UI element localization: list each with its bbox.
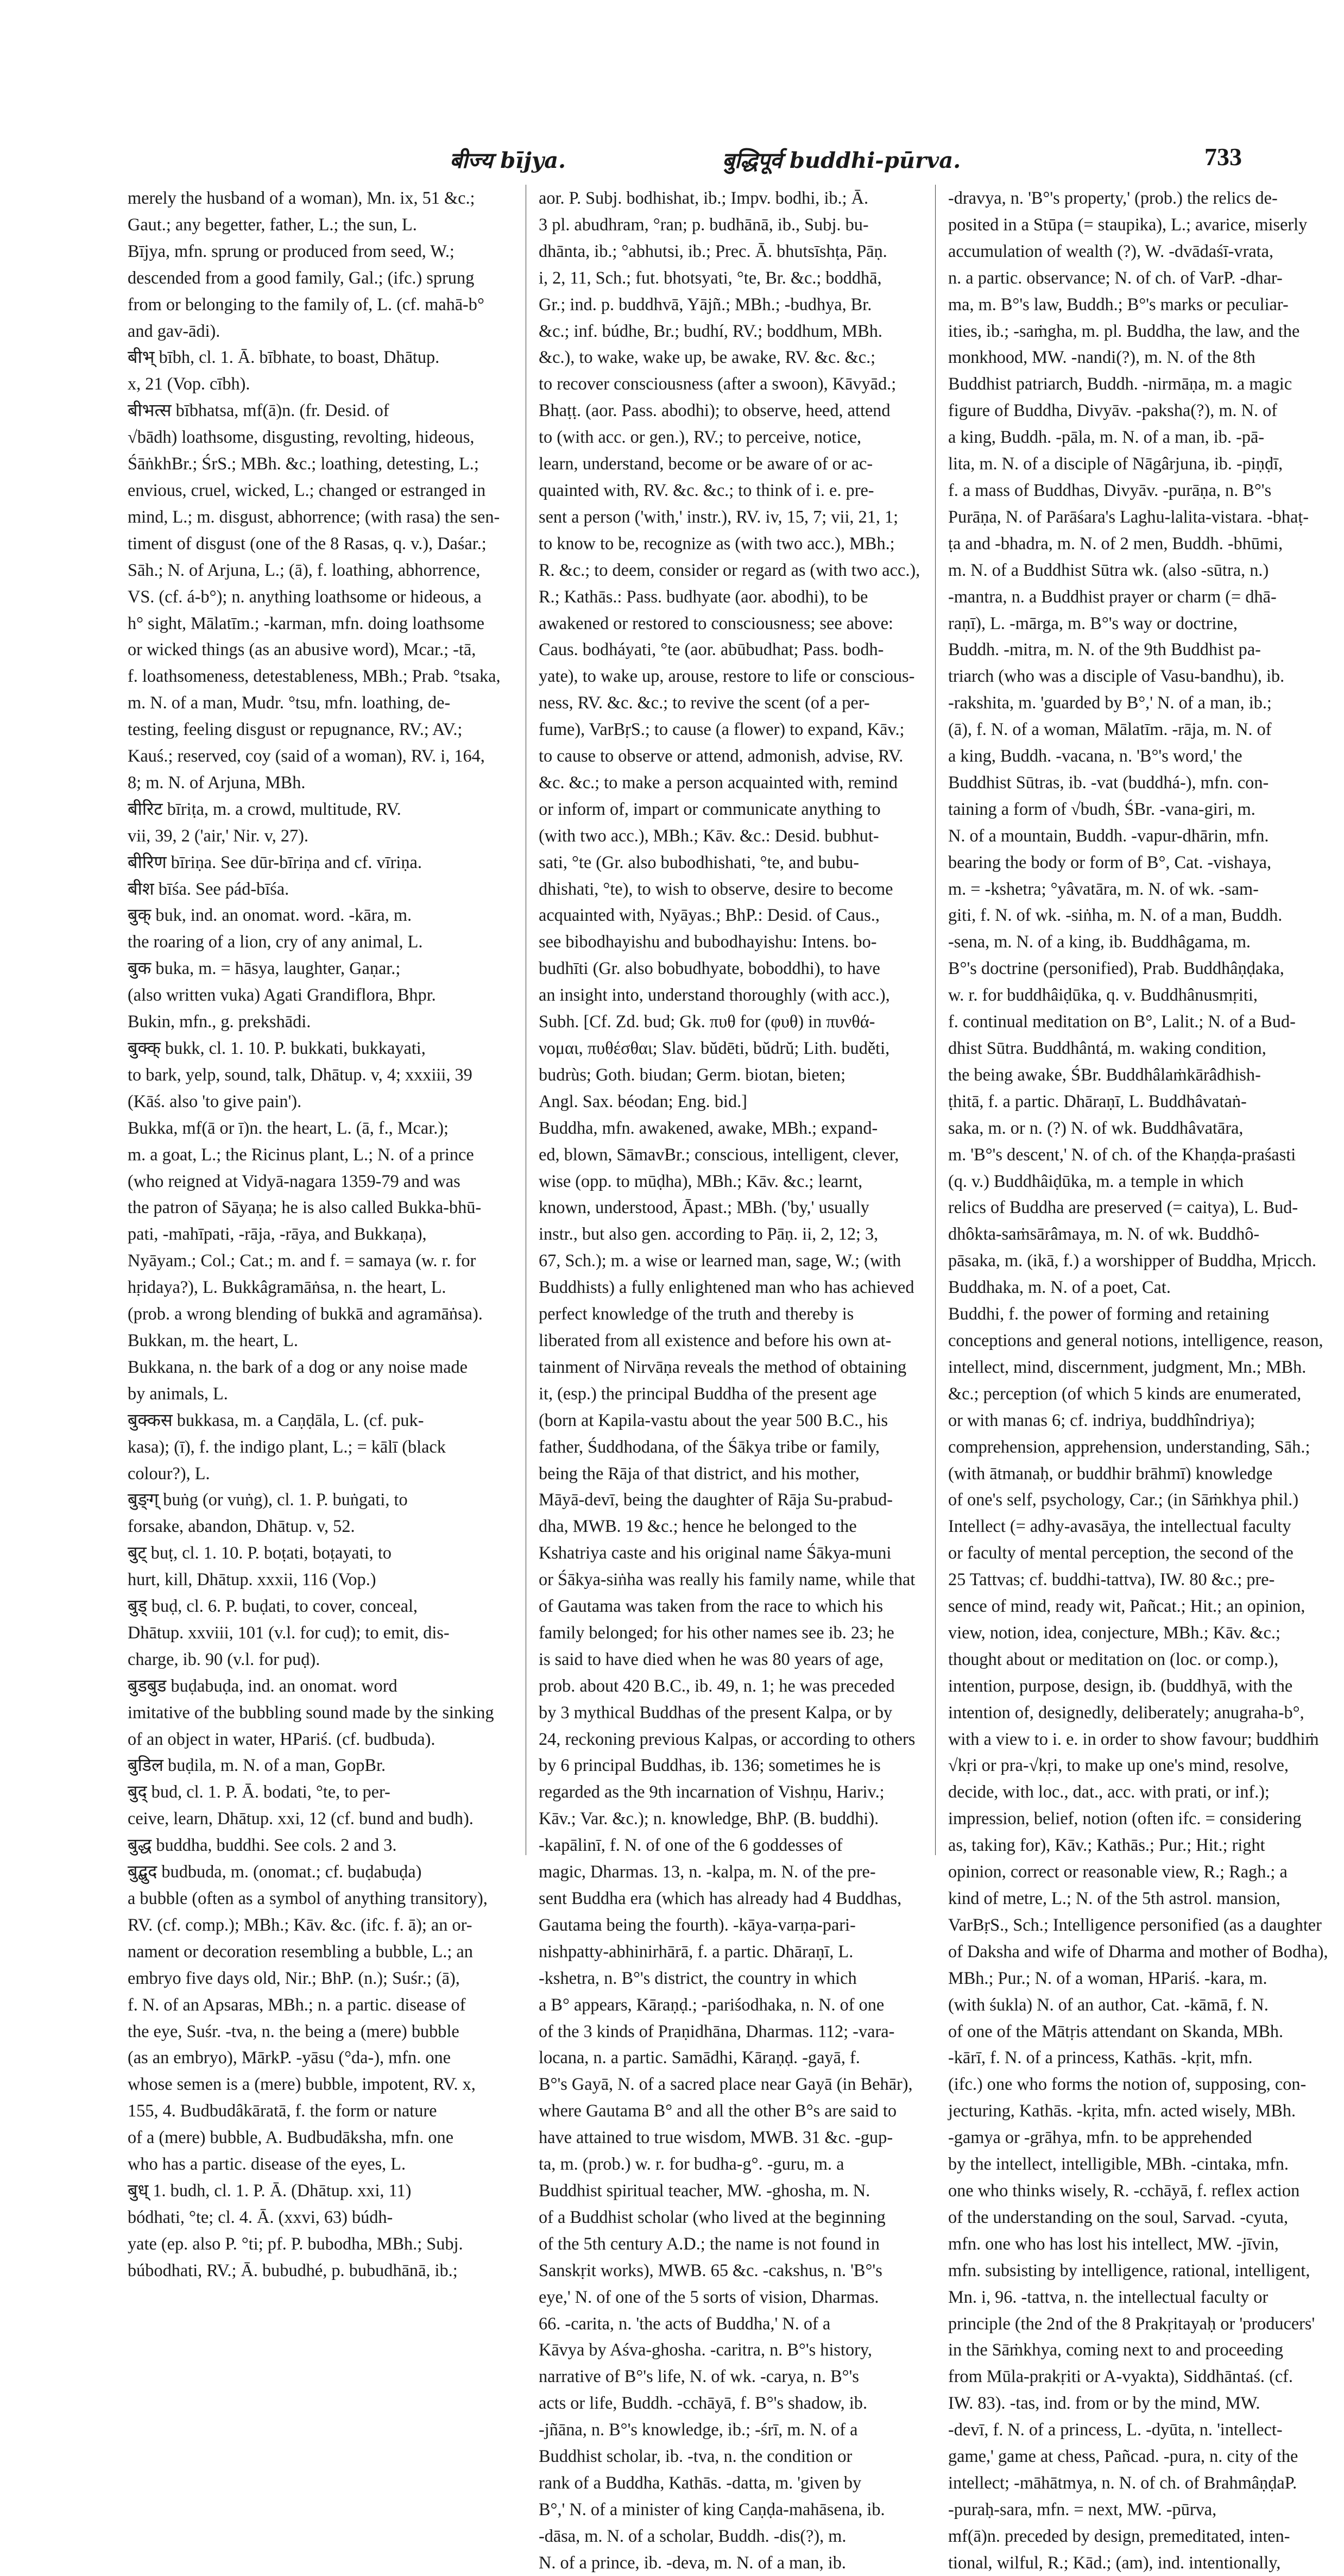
entry-line: Bhaṭṭ. (aor. Pass. abodhi); to observe, heed, attend <box>539 400 891 420</box>
entry-line: liberated from all existence and before his own at- <box>539 1330 892 1350</box>
entry-line: of one's self, psychology, Car.; (in Sāṁkhya phil.) <box>948 1490 1299 1510</box>
entry-line: mfn. subsisting by intelligence, rational, intelligent, <box>948 2260 1310 2280</box>
entry-line: Purāṇa, N. of Parāśara's Laghu-lalita-vistara. -bhaṭ- <box>948 506 1309 526</box>
entry-line: in the Sāṁkhya, coming next to and proceeding <box>948 2340 1284 2360</box>
entry-line: embryo five days old, Nir.; BhP. (n.); Suśr.; (ā), <box>128 1968 460 1988</box>
entry-line: mf(ā)n. preceded by design, premeditated, inten- <box>948 2525 1290 2546</box>
entry-line: Bukin, mfn., g. prekshādi. <box>128 1011 311 1032</box>
entry-line: yate), to wake up, arouse, restore to life or conscious- <box>539 666 915 686</box>
entry-line: posited in a Stūpa (= staupika), L.; avarice, miserly <box>948 214 1308 234</box>
entry-line: f. a mass of Buddhas, Divyāv. -purāṇa, n. B°'s <box>948 480 1272 500</box>
entry-line: kasa); (ī), f. the indigo plant, L.; = kālī (black <box>128 1436 446 1456</box>
entry-line: forsake, abandon, Dhātup. v, 52. <box>128 1516 355 1536</box>
entry-line: to cause to observe or attend, admonish, advise, RV. <box>539 746 904 766</box>
entry-line: Buddhaka, m. N. of a poet, Cat. <box>948 1277 1171 1297</box>
entry-line: or inform of, impart or communicate anything to <box>539 799 881 819</box>
entry-line: बुडबुड buḍabuḍa, ind. an onomat. word <box>128 1675 397 1695</box>
entry-line: father, Śuddhodana, of the Śākya tribe or family, <box>539 1436 880 1456</box>
entry-line: ŚāṅkhBr.; ŚrS.; MBh. &c.; loathing, detesting, L.; <box>128 454 479 474</box>
entry-line: to know to be, recognize as (with two acc.), MBh.; <box>539 533 895 553</box>
entry-line: pāsaka, m. (ikā, f.) a worshipper of Buddha, Mṛicch. <box>948 1251 1317 1271</box>
entry-line: Gaut.; any begetter, father, L.; the sun, L. <box>128 214 417 234</box>
entry-line: have attained to true wisdom, MWB. 31 &c. -gup- <box>539 2127 893 2147</box>
entry-line: of one of the Mātṛis attendant on Skanda, MBh. <box>948 2021 1284 2041</box>
entry-line: dhānta, ib.; °abhutsi, ib.; Prec. Ā. bhutsīshṭa, Pāṇ. <box>539 241 887 261</box>
entry-line: VS. (cf. á-b°); n. anything loathsome or hideous, a <box>128 586 482 606</box>
entry-line: instr., but also gen. according to Pāṇ. ii, 2, 12; 3, <box>539 1224 879 1244</box>
entry-line: of a (mere) bubble, A. Budbudāksha, mfn. one <box>128 2127 454 2147</box>
entry-line: √bādh) loathsome, disgusting, revolting, hideous, <box>128 427 475 447</box>
entry-line: Bukkana, n. the bark of a dog or any noise made <box>128 1356 468 1377</box>
entry-line: -kshetra, n. B°'s district, the country in which <box>539 1968 857 1988</box>
entry-line: Subh. [Cf. Zd. bud; Gk. πυθ for (φυθ) in πυνθά- <box>539 1011 875 1032</box>
entry-line: a bubble (often as a symbol of anything transitory), <box>128 1888 488 1908</box>
entry-line: from Mūla-prakṛiti or A-vyakta), Siddhāntaś. (cf. <box>948 2366 1293 2386</box>
entry-line: बुक्क् bukk, cl. 1. 10. P. bukkati, bukkayati, <box>128 1038 426 1058</box>
entry-line: nament or decoration resembling a bubble, L.; an <box>128 1941 473 1961</box>
entry-line: descended from a good family, Gal.; (ifc.) sprung <box>128 267 475 287</box>
entry-line: tional, wilful, R.; Kād.; (am), ind. intentionally, <box>948 2552 1281 2572</box>
entry-line: timent of disgust (one of the 8 Rasas, q. v.), Daśar.; <box>128 533 487 553</box>
entry-line: R.; Kathās.: Pass. budhyate (aor. abodhi), to be <box>539 586 868 606</box>
entry-line: -mantra, n. a Buddhist prayer or charm (= dhā- <box>948 586 1277 606</box>
dictionary-column-2 <box>539 185 927 2572</box>
entry-line: 3 pl. abudhram, °ran; p. budhānā, ib., Subj. bu- <box>539 214 869 234</box>
entry-line: Sanskṛit works), MWB. 65 &c. -cakshus, n. 'B°'s <box>539 2260 882 2280</box>
entry-line: bódhati, °te; cl. 4. Ā. (xxvi, 63) búdh- <box>128 2207 393 2227</box>
entry-line: the roaring of a lion, cry of any animal, L. <box>128 932 423 952</box>
entry-line: बुड् buḍ, cl. 6. P. buḍati, to cover, conceal, <box>128 1596 418 1616</box>
entry-line: sence of mind, ready wit, Pañcat.; Hit.; an opinion, <box>948 1596 1305 1616</box>
entry-line: (prob. a wrong blending of bukkā and agramāṅsa). <box>128 1304 483 1324</box>
entry-line: -jñāna, n. B°'s knowledge, ib.; -śrī, m. N. of a <box>539 2420 858 2440</box>
entry-line: बुध् 1. budh, cl. 1. P. Ā. (Dhātup. xxi, 11) <box>128 2180 412 2200</box>
entry-line: to bark, yelp, sound, talk, Dhātup. v, 4; xxxiii, 39 <box>128 1064 472 1084</box>
entry-line: IW. 83). -tas, ind. from or by the mind, MW. <box>948 2393 1260 2413</box>
entry-line: &c. &c.; to make a person acquainted with, remind <box>539 772 898 792</box>
entry-line: बीभ् bībh, cl. 1. Ā. bībhate, to boast, Dhātup. <box>128 347 440 367</box>
entry-line: as, taking for), Kāv.; Kathās.; Pur.; Hit.; right <box>948 1835 1265 1855</box>
entry-line: conceptions and general notions, intelligence, reason, <box>948 1330 1323 1350</box>
entry-line: game,' game at chess, Pañcad. -pura, n. city of the <box>948 2446 1298 2466</box>
entry-line: (q. v.) Buddhâiḍūka, m. a temple in which <box>948 1171 1244 1191</box>
entry-line: &c.; inf. búdhe, Br.; budhí, RV.; boddhum, MBh. <box>539 321 882 341</box>
entry-line: Buddhist patriarch, Buddh. -nirmāṇa, m. a magic <box>948 374 1292 394</box>
entry-line: बुद्ध buddha, buddhi. See cols. 2 and 3. <box>128 1835 397 1855</box>
entry-line: an insight into, understand thoroughly (with acc.), <box>539 985 890 1005</box>
entry-line: a king, Buddh. -vacana, n. 'B°'s word,' the <box>948 746 1242 766</box>
entry-line: dhôkta-saṁsārâmaya, m. N. of wk. Buddhô- <box>948 1224 1260 1244</box>
entry-line: f. continual meditation on B°, Lalit.; N. of a Bud- <box>948 1011 1296 1032</box>
left-running-headword: बीज्य bījya. <box>450 148 566 173</box>
page-number: 733 <box>1204 143 1242 171</box>
entry-line: to (with acc. or gen.), RV.; to perceive, notice, <box>539 427 862 447</box>
entry-line: see bibodhayishu and bubodhayishu: Intens. bo- <box>539 932 877 952</box>
entry-line: hurt, kill, Dhātup. xxxii, 116 (Vop.) <box>128 1569 376 1589</box>
entry-line: Kāv.; Var. &c.); n. knowledge, BhP. (B. buddhi). <box>539 1808 879 1829</box>
entry-line: principle (the 2nd of the 8 Prakṛitayaḥ or 'producers' <box>948 2313 1315 2333</box>
entry-line: बीरिट bīriṭa, m. a crowd, multitude, RV. <box>128 799 401 819</box>
entry-line: (born at Kapila-vastu about the year 500 B.C., his <box>539 1410 888 1430</box>
entry-line: whose semen is a (mere) bubble, impotent, RV. x, <box>128 2074 476 2094</box>
entry-line: (who reigned at Vidyā-nagara 1359-79 and was <box>128 1171 460 1191</box>
entry-line: i, 2, 11, Sch.; fut. bhotsyati, °te, Br. &c.; boddhā, <box>539 267 882 287</box>
entry-line: yate (ep. also P. °ti; pf. P. bubodha, MBh.; Subj. <box>128 2233 463 2253</box>
entry-line: colour?), L. <box>128 1463 210 1483</box>
entry-line: and gav-ādi). <box>128 321 220 341</box>
entry-line: or with manas 6; cf. indriya, buddhîndriya); <box>948 1410 1255 1430</box>
entry-line: Angl. Sax. béodan; Eng. bid.] <box>539 1091 747 1111</box>
entry-line: jecturing, Kathās. -kṛita, mfn. acted wisely, MBh. <box>948 2101 1296 2121</box>
entry-line: vii, 39, 2 ('air,' Nir. v, 27). <box>128 825 308 845</box>
entry-line: -rakshita, m. 'guarded by B°,' N. of a man, ib.; <box>948 693 1272 713</box>
entry-line: view, notion, idea, conjecture, MBh.; Kāv. &c.; <box>948 1622 1280 1642</box>
entry-line: regarded as the 9th incarnation of Vishṇu, Hariv.; <box>539 1782 885 1802</box>
entry-line: who has a partic. disease of the eyes, L. <box>128 2154 406 2174</box>
entry-line: to recover consciousness (after a swoon), Kāvyād.; <box>539 374 897 394</box>
entry-line: wise (opp. to mūḍha), MBh.; Kāv. &c.; learnt, <box>539 1171 863 1191</box>
entry-line: ness, RV. &c. &c.; to revive the scent (of a per- <box>539 693 870 713</box>
entry-line: dhishati, °te), to wish to observe, desire to become <box>539 878 893 899</box>
entry-line: Bukkan, m. the heart, L. <box>128 1330 298 1350</box>
entry-line: from or belonging to the family of, L. (cf. mahā-b° <box>128 294 484 314</box>
entry-line: sent Buddha era (which has already had 4 Buddhas, <box>539 1888 902 1908</box>
entry-line: Kshatriya caste and his original name Śākya-muni <box>539 1543 892 1563</box>
entry-line: impression, belief, notion (often ifc. = considering <box>948 1808 1302 1829</box>
entry-line: imitative of the bubbling sound made by the sinking <box>128 1702 494 1722</box>
entry-line: R. &c.; to deem, consider or regard as (with two acc.), <box>539 560 920 580</box>
entry-line: B°'s doctrine (personified), Prab. Buddhâṇḍaka, <box>948 958 1284 978</box>
entry-line: the being awake, ŚBr. Buddhâlaṁkārâdhish- <box>948 1064 1261 1084</box>
entry-line: (with śukla) N. of an author, Cat. -kāmā, f. N. <box>948 1994 1269 2014</box>
entry-line: narrative of B°'s life, N. of wk. -carya, n. B°'s <box>539 2366 859 2386</box>
entry-line: (ā), f. N. of a woman, Mālatīm. -rāja, m. N. of <box>948 719 1272 739</box>
entry-line: 66. -carita, n. 'the acts of Buddha,' N. of a <box>539 2313 831 2333</box>
entry-line: budrùs; Goth. biudan; Germ. biotan, bieten; <box>539 1064 846 1084</box>
entry-line: taining a form of √budh, ŚBr. -vana-giri, m. <box>948 799 1255 819</box>
entry-line: &c.; perception (of which 5 kinds are enumerated, <box>948 1383 1302 1403</box>
entry-line: of Daksha and wife of Dharma and mother of Bodha), <box>948 1941 1328 1961</box>
entry-line: MBh.; Pur.; N. of a woman, HPariś. -kara, m. <box>948 1968 1267 1988</box>
entry-line: (also written vuka) Agati Grandiflora, Bhpr. <box>128 985 436 1005</box>
entry-line: बुक्कस bukkasa, m. a Caṇḍāla, L. (cf. puk- <box>128 1410 424 1430</box>
entry-line: ṭa and -bhadra, m. N. of 2 men, Buddh. -bhūmi, <box>948 533 1283 553</box>
entry-line: बुट् buṭ, cl. 1. 10. P. boṭati, boṭayati, to <box>128 1543 392 1563</box>
entry-line: búbodhati, RV.; Ā. bubudhé, p. bubudhānā, ib.; <box>128 2260 458 2280</box>
entry-line: where Gautama B° and all the other B°s are said to <box>539 2101 897 2121</box>
entry-line: m. N. of a Buddhist Sūtra wk. (also -sūtra, n.) <box>948 560 1269 580</box>
entry-line: &c.), to wake, wake up, be awake, RV. &c. &c.; <box>539 347 876 367</box>
entry-line: बीभत्स bībhatsa, mf(ā)n. (fr. Desid. of <box>128 400 389 420</box>
entry-line: बुक् buk, ind. an onomat. word. -kāra, m. <box>128 905 412 925</box>
entry-line: giti, f. N. of wk. -siṅha, m. N. of a man, Buddh. <box>948 905 1283 925</box>
entry-line: the patron of Sāyaṇa; he is also called Bukka-bhū- <box>128 1197 482 1217</box>
entry-line: Buddh. -mitra, m. N. of the 9th Buddhist pa- <box>948 639 1261 659</box>
entry-line: Buddha, mfn. awakened, awake, MBh.; expand- <box>539 1117 878 1138</box>
page-header <box>0 135 1344 178</box>
dictionary-column-1 <box>128 185 516 2280</box>
entry-line: Buddhist spiritual teacher, MW. -ghosha, m. N. <box>539 2180 870 2200</box>
entry-line: Buddhi, f. the power of forming and retaining <box>948 1304 1270 1324</box>
dictionary-column-3 <box>948 185 1336 2572</box>
entry-line: √kṛi or pra-√kṛi, to make up one's mind, resolve, <box>948 1755 1289 1775</box>
entry-line: -puraḥ-sara, mfn. = next, MW. -pūrva, <box>948 2499 1217 2519</box>
entry-line: 155, 4. Budbudâkāratā, f. the form or nature <box>128 2101 437 2121</box>
entry-line: rank of a Buddha, Kathās. -datta, m. 'given by <box>539 2472 862 2492</box>
entry-line: 24, reckoning previous Kalpas, or according to others <box>539 1729 916 1749</box>
entry-line: it, (esp.) the principal Buddha of the present age <box>539 1383 877 1403</box>
entry-line: by the intellect, intelligible, MBh. -cintaka, mfn. <box>948 2154 1289 2174</box>
entry-line: Buddhist scholar, ib. -tva, n. the condition or <box>539 2446 853 2466</box>
entry-line: acquainted with, Nyāyas.; BhP.: Desid. of Caus., <box>539 905 880 925</box>
entry-line: family belonged; for his other names see ib. 23; he <box>539 1622 894 1642</box>
entry-line: Caus. bodháyati, °te (aor. abūbudhat; Pass. bodh- <box>539 639 884 659</box>
entry-line: (with ātmanaḥ, or buddhir brāhmī) knowledge <box>948 1463 1273 1483</box>
entry-line: -dravya, n. 'B°'s property,' (prob.) the relics de- <box>948 188 1278 208</box>
entry-line: by 3 mythical Buddhas of the present Kalpa, or by <box>539 1702 893 1722</box>
entry-line: being the Rāja of that district, and his mother, <box>539 1463 860 1483</box>
entry-line: envious, cruel, wicked, L.; changed or estranged in <box>128 480 486 500</box>
entry-line: of an object in water, HPariś. (cf. budbuda). <box>128 1729 436 1749</box>
entry-line: tainment of Nirvāṇa reveals the method of obtaining <box>539 1356 907 1377</box>
entry-line: Buddhist Sūtras, ib. -vat (buddhá-), mfn. con- <box>948 772 1269 792</box>
entry-line: m. 'B°'s descent,' N. of ch. of the Khaṇḍa-praśasti <box>948 1144 1296 1164</box>
entry-line: νομαι, πυθέσθαι; Slav. bŭdēti, bŭdrŭ; Lith. buděti, <box>539 1038 890 1058</box>
entry-line: Gautama being the fourth). -kāya-varṇa-pari- <box>539 1914 856 1934</box>
entry-line: n. a partic. observance; N. of ch. of VarP. -dhar- <box>948 267 1283 287</box>
entry-line: w. r. for buddhâiḍūka, q. v. Buddhânusmṛiti, <box>948 985 1258 1005</box>
entry-line: of the 3 kinds of Praṇidhāna, Dharmas. 112; -vara- <box>539 2021 895 2041</box>
entry-line: Mn. i, 96. -tattva, n. the intellectual faculty or <box>948 2286 1269 2307</box>
entry-line: ṭhitā, f. a partic. Dhāraṇī, L. Buddhâvataṅ- <box>948 1091 1247 1111</box>
entry-line: -gamya or -grāhya, mfn. to be apprehended <box>948 2127 1252 2147</box>
entry-line: intention of, designedly, deliberately; anugraha-b°, <box>948 1702 1304 1722</box>
entry-line: a B° appears, Kāraṇḍ.; -pariśodhaka, n. N. of one <box>539 1994 885 2014</box>
entry-line: -devī, f. N. of a princess, L. -dyūta, n. 'intellect- <box>948 2420 1283 2440</box>
entry-line: f. N. of an Apsaras, MBh.; n. a partic. disease of <box>128 1994 466 2014</box>
entry-line: Māyā-devī, being the daughter of Rāja Su-prabud- <box>539 1490 893 1510</box>
entry-line: x, 21 (Vop. cībh). <box>128 374 250 394</box>
entry-line: sati, °te (Gr. also bubodhishati, °te, and bubu- <box>539 852 860 872</box>
entry-line: 8; m. N. of Arjuna, MBh. <box>128 772 306 792</box>
entry-line: monkhood, MW. -nandi(?), m. N. of the 8th <box>948 347 1255 367</box>
entry-line: kind of metre, L.; N. of the 5th astrol. mansion, <box>948 1888 1280 1908</box>
entry-line: of the understanding on the soul, Sarvad. -cyuta, <box>948 2207 1289 2227</box>
entry-line: raṇī), L. -mārga, m. B°'s way or doctrine, <box>948 613 1238 633</box>
entry-line: prob. about 420 B.C., ib. 49, n. 1; he was preceded <box>539 1675 895 1695</box>
entry-line: f. loathsomeness, detestableness, MBh.; Prab. °tsaka, <box>128 666 501 686</box>
entry-line: or Śākya-siṅha was really his family name, while that <box>539 1569 916 1589</box>
entry-line: बुद्बुद budbuda, m. (onomat.; cf. buḍabuḍa) <box>128 1862 422 1882</box>
entry-line: locana, n. a partic. Samādhi, Kāraṇḍ. -gayā, f. <box>539 2047 860 2068</box>
entry-line: lita, m. N. of a disciple of Nāgârjuna, ib. -piṇḍī, <box>948 454 1283 474</box>
entry-line: decide, with loc., dat., acc. with prati, or inf.); <box>948 1782 1270 1802</box>
entry-line: eye,' N. of one of the 5 sorts of vision, Dharmas. <box>539 2286 879 2307</box>
entry-line: -kapālinī, f. N. of one of the 6 goddesses of <box>539 1835 843 1855</box>
right-running-headword: बुद्धिपूर्व buddhi-pūrva. <box>722 148 961 173</box>
entry-line: Bukka, mf(ā or ī)n. the heart, L. (ā, f., Mcar.); <box>128 1117 449 1138</box>
entry-line: pati, -mahīpati, -rāja, -rāya, and Bukkaṇa), <box>128 1224 427 1244</box>
entry-line: बीश bīśa. See pád-bīśa. <box>128 878 289 899</box>
entry-line: h° sight, Mālatīm.; -karman, mfn. doing loathsome <box>128 613 484 633</box>
entry-line: (as an embryo), MārkP. -yāsu (°da-), mfn. one <box>128 2047 451 2068</box>
entry-line: perfect knowledge of the truth and thereby is <box>539 1304 854 1324</box>
entry-line: known, understood, Āpast.; MBh. ('by,' usually <box>539 1197 869 1217</box>
entry-line: N. of a prince, ib. -deva, m. N. of a man, ib. <box>539 2552 846 2572</box>
entry-line: Gr.; ind. p. buddhvā, Yājñ.; MBh.; -budhya, Br. <box>539 294 872 314</box>
entry-line: sent a person ('with,' instr.), RV. iv, 15, 7; vii, 21, 1; <box>539 506 899 526</box>
entry-line: of a Buddhist scholar (who lived at the beginning <box>539 2207 886 2227</box>
entry-line: or faculty of mental perception, the second of the <box>948 1543 1293 1563</box>
entry-line: merely the husband of a woman), Mn. ix, 51 &c.; <box>128 188 475 208</box>
entry-line: comprehension, apprehension, understanding, Sāh.; <box>948 1436 1310 1456</box>
entry-line: Nyāyam.; Col.; Cat.; m. and f. = samaya (w. r. for <box>128 1251 476 1271</box>
entry-line: बुङ्ग् buṅg (or vuṅg), cl. 1. P. buṅgati, to <box>128 1490 408 1510</box>
entry-line: Dhātup. xxviii, 101 (v.l. for cuḍ); to emit, dis- <box>128 1622 450 1642</box>
entry-line: 25 Tattvas; cf. buddhi-tattva), IW. 80 &c.; pre- <box>948 1569 1275 1589</box>
entry-line: ed, blown, SāmavBr.; conscious, intelligent, clever, <box>539 1144 899 1164</box>
entry-line: Kauś.; reserved, coy (said of a woman), RV. i, 164, <box>128 746 485 766</box>
entry-line: quainted with, RV. &c. &c.; to think of i. e. pre- <box>539 480 874 500</box>
entry-line: acts or life, Buddh. -cchāyā, f. B°'s shadow, ib. <box>539 2393 868 2413</box>
entry-line: of the 5th century A.D.; the name is not found in <box>539 2233 880 2253</box>
entry-line: Kāvya by Aśva-ghosha. -caritra, n. B°'s history, <box>539 2340 873 2360</box>
entry-line: is said to have died when he was 80 years of age, <box>539 1649 884 1669</box>
entry-line: बुक buka, m. = hāsya, laughter, Gaṇar.; <box>128 958 401 978</box>
entry-line: fume), VarBṛS.; to cause (a flower) to expand, Kāv.; <box>539 719 905 739</box>
entry-line: -dāsa, m. N. of a scholar, Buddh. -dis(?), m. <box>539 2525 847 2546</box>
entry-line: nishpatty-abhinirhārā, f. a partic. Dhāraṇī, L. <box>539 1941 854 1961</box>
entry-line: RV. (cf. comp.); MBh.; Kāv. &c. (ifc. f. ā); an or- <box>128 1914 472 1934</box>
entry-line: by animals, L. <box>128 1383 228 1403</box>
entry-line: VarBṛS., Sch.; Intelligence personified (as a daughter <box>948 1914 1322 1934</box>
entry-line: accumulation of wealth (?), W. -dvādaśī-vrata, <box>948 241 1274 261</box>
entry-line: or wicked things (as an abusive word), Mcar.; -tā, <box>128 639 476 659</box>
entry-line: ceive, learn, Dhātup. xxi, 12 (cf. bund and budh). <box>128 1808 474 1829</box>
entry-line: the eye, Suśr. -tva, n. the being a (mere) bubble <box>128 2021 459 2041</box>
entry-line: ities, ib.; -saṁgha, m. pl. Buddha, the law, and the <box>948 321 1300 341</box>
entry-line: aor. P. Subj. bodhishat, ib.; Impv. bodhi, ib.; Ā. <box>539 188 869 208</box>
entry-line: बुद् bud, cl. 1. P. Ā. bodati, °te, to per- <box>128 1782 390 1802</box>
entry-line: relics of Buddha are preserved (= caitya), L. Bud- <box>948 1197 1298 1217</box>
entry-line: saka, m. or n. (?) N. of wk. Buddhâvatāra, <box>948 1117 1244 1138</box>
entry-line: hṛidaya?), L. Bukkâgramāṅsa, n. the heart, L. <box>128 1277 446 1297</box>
entry-line: intention, purpose, design, ib. (buddhyā, with the <box>948 1675 1293 1695</box>
entry-line: awakened or restored to consciousness; see above: <box>539 613 893 633</box>
entry-line: one who thinks wisely, R. -cchāyā, f. reflex action <box>948 2180 1300 2200</box>
entry-line: -kārī, f. N. of a princess, Kathās. -kṛit, mfn. <box>948 2047 1253 2068</box>
entry-line: बुडिल buḍila, m. N. of a man, GopBr. <box>128 1755 386 1775</box>
entry-line: intellect, mind, discernment, judgment, Mn.; MBh. <box>948 1356 1307 1377</box>
entry-line: 67, Sch.); m. a wise or learned man, sage, W.; (with <box>539 1251 901 1271</box>
entry-line: Sāh.; N. of Arjuna, L.; (ā), f. loathing, abhorrence, <box>128 560 481 580</box>
entry-line: m. N. of a man, Mudr. °tsu, mfn. loathing, de- <box>128 693 451 713</box>
entry-line: by 6 principal Buddhas, ib. 136; sometimes he is <box>539 1755 881 1775</box>
column-divider <box>935 185 936 1855</box>
entry-line: (ifc.) one who forms the notion of, supposing, con- <box>948 2074 1307 2094</box>
entry-line: (with two acc.), MBh.; Kāv. &c.: Desid. bubhut- <box>539 825 879 845</box>
entry-line: triarch (who was a disciple of Vasu-bandhu), ib. <box>948 666 1285 686</box>
entry-line: Buddhists) a fully enlightened man who has achieved <box>539 1277 914 1297</box>
entry-line: (Kāś. also 'to give pain'). <box>128 1091 302 1111</box>
entry-line: mind, L.; m. disgust, abhorrence; (with rasa) the sen- <box>128 506 500 526</box>
entry-line: Bījya, mfn. sprung or produced from seed, W.; <box>128 241 455 261</box>
entry-line: magic, Dharmas. 13, n. -kalpa, m. N. of the pre- <box>539 1862 876 1882</box>
entry-line: mfn. one who has lost his intellect, MW. -jīvin, <box>948 2233 1279 2253</box>
entry-line: B°,' N. of a minister of king Caṇḍa-mahāsena, ib. <box>539 2499 885 2519</box>
entry-line: N. of a mountain, Buddh. -vapur-dhārin, mfn. <box>948 825 1269 845</box>
entry-line: m. a goat, L.; the Ricinus plant, L.; N. of a prince <box>128 1144 474 1164</box>
entry-line: m. = -kshetra; °yâvatāra, m. N. of wk. -sam- <box>948 878 1259 899</box>
entry-line: ta, m. (prob.) w. r. for budha-g°. -guru, m. a <box>539 2154 844 2174</box>
entry-line: of Gautama was taken from the race to which his <box>539 1596 884 1616</box>
entry-line: a king, Buddh. -pāla, m. N. of a man, ib. -pā- <box>948 427 1265 447</box>
entry-line: B°'s Gayā, N. of a sacred place near Gayā (in Behār), <box>539 2074 913 2094</box>
entry-line: dha, MWB. 19 &c.; hence he belonged to the <box>539 1516 857 1536</box>
entry-line: budhīti (Gr. also bobudhyate, boboddhi), to have <box>539 958 880 978</box>
entry-line: Intellect (= adhy-avasāya, the intellectual faculty <box>948 1516 1291 1536</box>
entry-line: बीरिण bīriṇa. See dūr-bīriṇa and cf. vīriṇa. <box>128 852 422 872</box>
entry-line: learn, understand, become or be aware of or ac- <box>539 454 873 474</box>
entry-line: intellect; -māhātmya, n. N. of ch. of BrahmâṇḍaP. <box>948 2472 1297 2492</box>
entry-line: opinion, correct or reasonable view, R.; Ragh.; a <box>948 1862 1288 1882</box>
entry-line: figure of Buddha, Divyāv. -paksha(?), m. N. of <box>948 400 1277 420</box>
entry-line: testing, feeling disgust or repugnance, RV.; AV.; <box>128 719 463 739</box>
entry-line: -sena, m. N. of a king, ib. Buddhâgama, m. <box>948 932 1251 952</box>
entry-line: thought about or meditation on (loc. or comp.), <box>948 1649 1279 1669</box>
entry-line: dhist Sūtra. Buddhântá, m. waking condition, <box>948 1038 1266 1058</box>
entry-line: bearing the body or form of B°, Cat. -vishaya, <box>948 852 1272 872</box>
entry-line: charge, ib. 90 (v.l. for puḍ). <box>128 1649 320 1669</box>
entry-line: with a view to i. e. in order to show favour; buddhiṁ <box>948 1729 1319 1749</box>
entry-line: ma, m. B°'s law, Buddh.; B°'s marks or peculiar- <box>948 294 1289 314</box>
